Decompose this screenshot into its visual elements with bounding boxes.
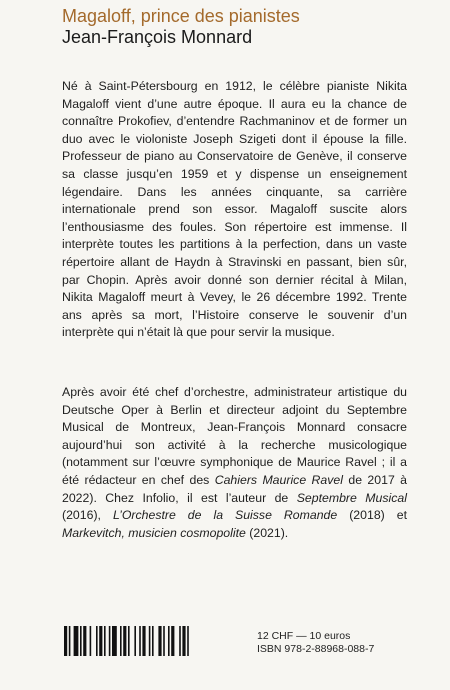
author-bio-text: de 2017 à 2022). Chez Infolio, il est l’auteur de (62, 472, 408, 505)
book-ref-septembre: Septembre Musical (296, 490, 407, 505)
author-bio-text: (2021). (245, 525, 289, 540)
author-bio-paragraph (62, 384, 407, 542)
price-label: 12 CHF — 10 euros (257, 630, 351, 642)
book-ref-orchestre: L’Orchestre de la Suisse Romande (112, 508, 338, 523)
book-ref-cahiers: Cahiers Maurice Ravel (214, 472, 343, 487)
author-bio-text: (2018) et (337, 508, 407, 523)
book-ref-markevitch: Markevitch, musicien cosmopolite (62, 525, 246, 540)
author-bio-text: (2016), (62, 508, 113, 523)
book-title: Magaloff, prince des pianistes (62, 6, 300, 26)
synopsis-paragraph: Né à Saint-Pétersbourg en 1912, le célèbre pianiste Nikita Magaloff vient d’une autre époque. Il aura eu la chance de connaître Prokofiev, d’entendre Rachmaninov et de former un duo avec le violoniste Joseph Szigeti dont il épouse la fille. Professeur de piano au Conservatoire de Genève, il conserve sa classe jusqu’en 1959 et y dispense un enseignement légendaire. Dans les années cinquante, sa carrière internationale prend son essor. Magaloff suscite alors l’enthousiasme des foules. Son répertoire est immense. Il interprète toutes les partitions à la perfection, dans un vaste répertoire allant de Haydn à Stravinski en passant, bien sûr, par Chopin. Après avoir donné son dernier récital à Milan, Nikita Magaloff meurt à Vevey, le 26 décembre 1992. Trente ans après sa mort, l’Histoire conserve le souvenir d’un interprète qui n’était là que pour servir la musique. (62, 79, 407, 340)
book-author: Jean-François Monnard (62, 27, 253, 47)
barcode-icon (64, 626, 248, 656)
price-block (257, 630, 427, 656)
author-bio-text: Après avoir été chef d’orchestre, administrateur artistique du Deutsche Oper à Berlin et directeur adjoint du Septembre Musical de Montreux, Jean-François Monnard consacre aujourd’hui son activité à la recherche musicologique (notamment sur l’œuvre symphonique de Maurice Ravel ; il a été rédacteur en chef des (62, 385, 407, 487)
isbn-label: ISBN 978-2-88968-088-7 (257, 643, 375, 655)
